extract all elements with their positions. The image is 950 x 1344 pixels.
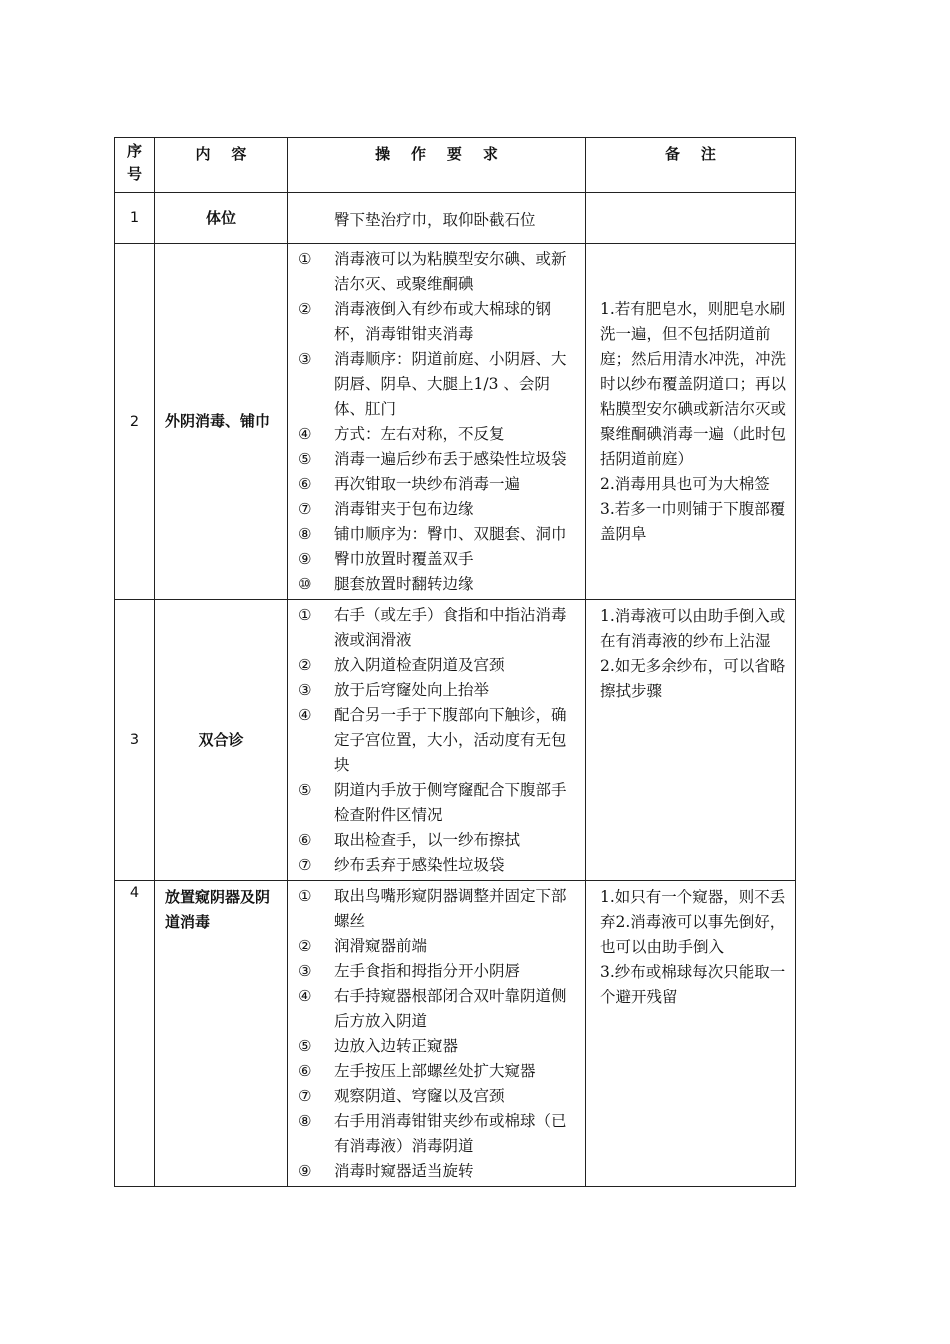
operation-list bbox=[298, 247, 579, 597]
step-number: ⑤ bbox=[298, 450, 312, 468]
header-operation bbox=[288, 138, 586, 193]
step-number: ② bbox=[298, 656, 312, 674]
list-item bbox=[298, 653, 579, 678]
list-item bbox=[298, 472, 579, 497]
table-header-row bbox=[115, 138, 796, 193]
step-number: ④ bbox=[298, 425, 312, 443]
step-number: ⑥ bbox=[298, 1062, 312, 1080]
list-item bbox=[298, 497, 579, 522]
row-notes bbox=[586, 600, 796, 881]
step-text: 消毒时窥器适当旋转 bbox=[334, 1162, 474, 1180]
step-text: 右手持窥器根部闭合双叶靠阴道侧后方放入阴道 bbox=[334, 987, 567, 1030]
list-item bbox=[298, 1084, 579, 1109]
note-line: 1.若有肥皂水，则肥皂水刷洗一遍，但不包括阴道前庭；然后用清水冲洗，冲洗时以纱布覆盖阴道口；再以粘膜型安尔碘或新洁尔灭或聚维酮碘消毒一遍（此时包括阴道前庭） bbox=[600, 299, 787, 468]
header-content-label: 内 容 bbox=[195, 145, 247, 163]
row-notes bbox=[586, 193, 796, 244]
list-item bbox=[298, 884, 579, 934]
list-item bbox=[298, 1034, 579, 1059]
step-text: 右手（或左手）食指和中指沾消毒液或润滑液 bbox=[334, 606, 567, 649]
step-text: 左手食指和拇指分开小阴唇 bbox=[334, 962, 521, 980]
step-number: ① bbox=[298, 250, 312, 268]
step-number: ③ bbox=[298, 350, 312, 368]
note-line: 1.消毒液可以由助手倒入或在有消毒液的纱布上沾湿 bbox=[600, 607, 786, 650]
step-text: 阴道内手放于侧穹窿配合下腹部手检查附件区情况 bbox=[334, 781, 567, 824]
step-text: 放入阴道检查阴道及宫颈 bbox=[334, 656, 505, 674]
step-number: ⑥ bbox=[298, 831, 312, 849]
note-line: 3.若多一巾则铺于下腹部覆盖阴阜 bbox=[600, 499, 786, 543]
header-operation-label: 操 作 要 求 bbox=[375, 145, 498, 163]
header-notes bbox=[586, 138, 796, 193]
step-text: 左手按压上部螺丝处扩大窥器 bbox=[334, 1062, 536, 1080]
note-line: 2.消毒用具也可为大棉签 bbox=[600, 474, 770, 493]
list-item bbox=[298, 959, 579, 984]
step-text: 铺巾顺序为：臀巾、双腿套、洞巾 bbox=[334, 525, 567, 543]
note-line: 2.如无多余纱布，可以省略擦拭步骤 bbox=[600, 657, 786, 700]
step-number: ① bbox=[298, 606, 312, 624]
note-line: 3.纱布或棉球每次只能取一个避开残留 bbox=[600, 963, 786, 1006]
step-number: ④ bbox=[298, 706, 312, 724]
row-operation: 臀下垫治疗巾，取仰卧截石位 bbox=[288, 193, 586, 244]
operation-list bbox=[298, 603, 579, 878]
list-item bbox=[298, 297, 579, 347]
list-item bbox=[298, 1059, 579, 1084]
table-row bbox=[115, 881, 796, 1187]
operation-list bbox=[298, 884, 579, 1184]
list-item bbox=[298, 247, 579, 297]
row-operation bbox=[288, 600, 586, 881]
row-notes bbox=[586, 244, 796, 600]
step-text: 再次钳取一块纱布消毒一遍 bbox=[334, 475, 521, 493]
table-row bbox=[115, 244, 796, 600]
step-text: 消毒一遍后纱布丢于感染性垃圾袋 bbox=[334, 450, 567, 468]
step-text: 腿套放置时翻转边缘 bbox=[334, 575, 474, 593]
row-content: 放置窥阴器及阴道消毒 bbox=[155, 881, 288, 1187]
list-item bbox=[298, 778, 579, 828]
list-item bbox=[298, 447, 579, 472]
procedure-table bbox=[114, 137, 796, 1187]
step-number: ⑦ bbox=[298, 856, 312, 874]
header-seq bbox=[115, 138, 155, 193]
row-operation bbox=[288, 881, 586, 1187]
step-number: ② bbox=[298, 937, 312, 955]
step-number: ⑨ bbox=[298, 1162, 312, 1180]
list-item bbox=[298, 853, 579, 878]
step-number: ⑦ bbox=[298, 1087, 312, 1105]
list-item bbox=[298, 603, 579, 653]
step-number: ⑧ bbox=[298, 525, 312, 543]
row-content: 体位 bbox=[155, 193, 288, 244]
step-text: 消毒顺序：阴道前庭、小阴唇、大阴唇、阴阜、大腿上1/3 、会阴体、肛门 bbox=[334, 350, 567, 418]
list-item bbox=[298, 1159, 579, 1184]
list-item bbox=[298, 678, 579, 703]
list-item bbox=[298, 1109, 579, 1159]
step-text: 取出鸟嘴形窥阴器调整并固定下部螺丝 bbox=[334, 887, 567, 930]
step-text: 臀巾放置时覆盖双手 bbox=[334, 550, 474, 568]
row-seq: 4 bbox=[115, 881, 155, 1187]
step-number: ② bbox=[298, 300, 312, 318]
step-number: ⑧ bbox=[298, 1112, 312, 1130]
table-row bbox=[115, 600, 796, 881]
step-text: 润滑窥器前端 bbox=[334, 937, 428, 955]
row-seq: 1 bbox=[115, 193, 155, 244]
step-text: 纱布丢弃于感染性垃圾袋 bbox=[334, 856, 505, 874]
step-text: 消毒液倒入有纱布或大棉球的钢杯，消毒钳钳夹消毒 bbox=[334, 300, 552, 343]
list-item bbox=[298, 522, 579, 547]
row-content: 外阴消毒、铺巾 bbox=[155, 244, 288, 600]
list-item bbox=[298, 828, 579, 853]
header-content bbox=[155, 138, 288, 193]
header-seq-label: 序号 bbox=[126, 142, 142, 183]
step-number: ⑨ bbox=[298, 550, 312, 568]
step-text: 方式：左右对称，不反复 bbox=[334, 425, 505, 443]
step-text: 右手用消毒钳钳夹纱布或棉球（已有消毒液）消毒阴道 bbox=[334, 1112, 567, 1155]
row-operation bbox=[288, 244, 586, 600]
step-text: 边放入边转正窥器 bbox=[334, 1037, 459, 1055]
row-seq: 3 bbox=[115, 600, 155, 881]
step-text: 取出检查手，以一纱布擦拭 bbox=[334, 831, 521, 849]
row-seq: 2 bbox=[115, 244, 155, 600]
step-number: ① bbox=[298, 887, 312, 905]
note-line: 1.如只有一个窥器，则不丢弃2.消毒液可以事先倒好，也可以由助手倒入 bbox=[600, 888, 786, 956]
list-item bbox=[298, 984, 579, 1034]
list-item bbox=[298, 422, 579, 447]
step-number: ⑦ bbox=[298, 500, 312, 518]
list-item bbox=[298, 547, 579, 572]
step-number: ③ bbox=[298, 681, 312, 699]
list-item bbox=[298, 934, 579, 959]
step-number: ⑥ bbox=[298, 475, 312, 493]
row-content: 双合诊 bbox=[155, 600, 288, 881]
row-notes bbox=[586, 881, 796, 1187]
list-item bbox=[298, 572, 579, 597]
step-number: ③ bbox=[298, 962, 312, 980]
step-text: 消毒液可以为粘膜型安尔碘、或新洁尔灭、或聚维酮碘 bbox=[334, 250, 567, 293]
step-text: 观察阴道、穹窿以及宫颈 bbox=[334, 1087, 505, 1105]
list-item bbox=[298, 347, 579, 422]
step-text: 配合另一手于下腹部向下触诊，确定子宫位置，大小，活动度有无包块 bbox=[334, 706, 567, 774]
step-number: ⑩ bbox=[298, 575, 312, 593]
list-item bbox=[298, 703, 579, 778]
step-text: 放于后穹窿处向上抬举 bbox=[334, 681, 490, 699]
step-text: 消毒钳夹于包布边缘 bbox=[334, 500, 474, 518]
step-number: ⑤ bbox=[298, 781, 312, 799]
header-notes-label: 备 注 bbox=[665, 145, 716, 163]
step-number: ④ bbox=[298, 987, 312, 1005]
step-number: ⑤ bbox=[298, 1037, 312, 1055]
table-row bbox=[115, 193, 796, 244]
